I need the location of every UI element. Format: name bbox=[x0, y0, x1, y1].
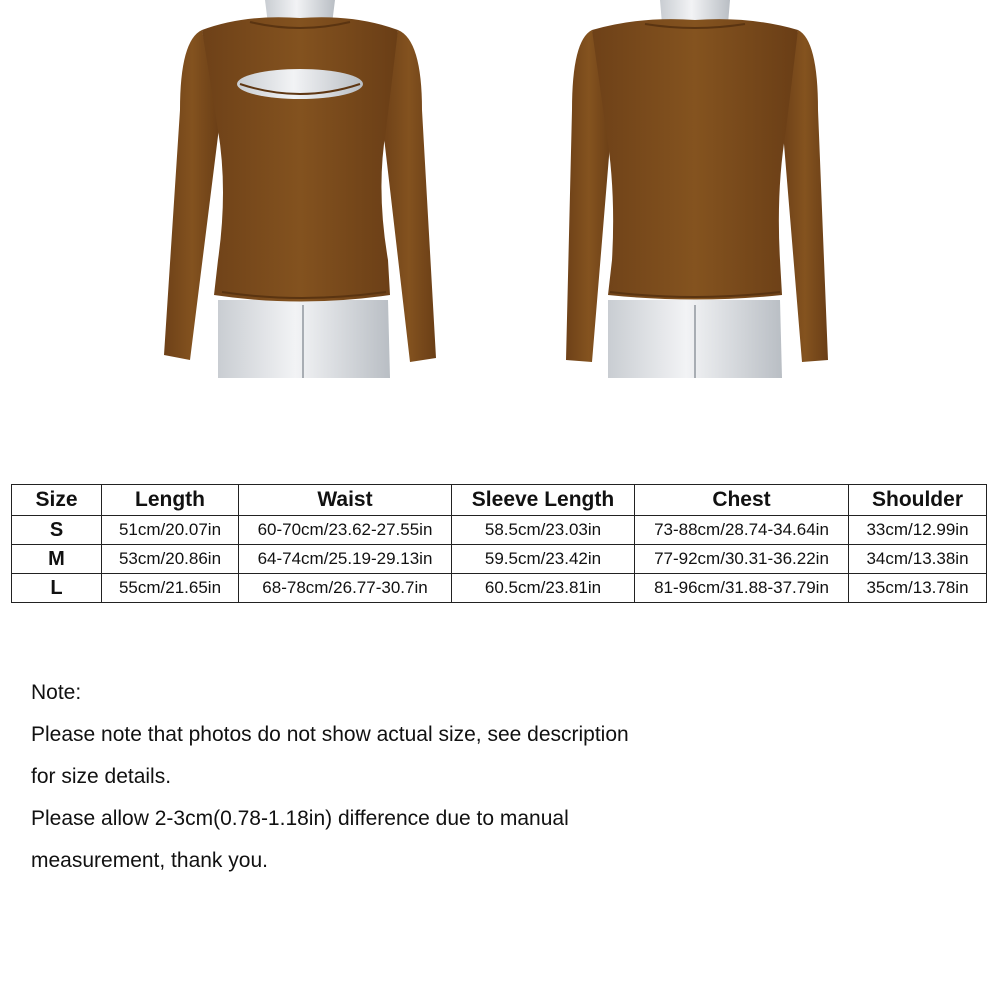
torso bbox=[202, 17, 398, 301]
note-line: Please allow 2-3cm(0.78-1.18in) difference due to manual bbox=[31, 807, 569, 830]
size-note bbox=[31, 672, 751, 882]
back-view-illustration bbox=[550, 0, 850, 390]
waist-cell: 60-70cm/23.62-27.55in bbox=[239, 516, 452, 545]
chest-cell: 81-96cm/31.88-37.79in bbox=[635, 574, 849, 603]
torso bbox=[592, 19, 798, 299]
size-chart-table bbox=[11, 484, 987, 603]
note-heading: Note: bbox=[31, 681, 82, 704]
sleeve-length-cell: 60.5cm/23.81in bbox=[452, 574, 635, 603]
shoulder-cell: 34cm/13.38in bbox=[849, 545, 987, 574]
header-size: Size bbox=[12, 485, 102, 516]
size-cell: M bbox=[12, 545, 102, 574]
note-line: measurement, thank you. bbox=[31, 849, 268, 872]
length-cell: 55cm/21.65in bbox=[102, 574, 239, 603]
chest-cell: 77-92cm/30.31-36.22in bbox=[635, 545, 849, 574]
waist-cell: 64-74cm/25.19-29.13in bbox=[239, 545, 452, 574]
sleeve-length-cell: 58.5cm/23.03in bbox=[452, 516, 635, 545]
table-row bbox=[12, 516, 987, 545]
shoulder-cell: 35cm/13.78in bbox=[849, 574, 987, 603]
shoulder-cell: 33cm/12.99in bbox=[849, 516, 987, 545]
length-cell: 53cm/20.86in bbox=[102, 545, 239, 574]
header-waist: Waist bbox=[239, 485, 452, 516]
sleeve-length-cell: 59.5cm/23.42in bbox=[452, 545, 635, 574]
product-photo-back bbox=[550, 0, 850, 390]
header-length: Length bbox=[102, 485, 239, 516]
header-sleeve-length: Sleeve Length bbox=[452, 485, 635, 516]
header-chest: Chest bbox=[635, 485, 849, 516]
chest-cell: 73-88cm/28.74-34.64in bbox=[635, 516, 849, 545]
header-shoulder: Shoulder bbox=[849, 485, 987, 516]
note-line: for size details. bbox=[31, 765, 172, 788]
product-photo-front bbox=[150, 0, 450, 390]
size-cell: L bbox=[12, 574, 102, 603]
table-header-row bbox=[12, 485, 987, 516]
waist-cell: 68-78cm/26.77-30.7in bbox=[239, 574, 452, 603]
table-row bbox=[12, 545, 987, 574]
length-cell: 51cm/20.07in bbox=[102, 516, 239, 545]
table-row bbox=[12, 574, 987, 603]
size-cell: S bbox=[12, 516, 102, 545]
note-line: Please note that photos do not show actual size, see description bbox=[31, 723, 629, 746]
front-view-illustration bbox=[150, 0, 450, 390]
